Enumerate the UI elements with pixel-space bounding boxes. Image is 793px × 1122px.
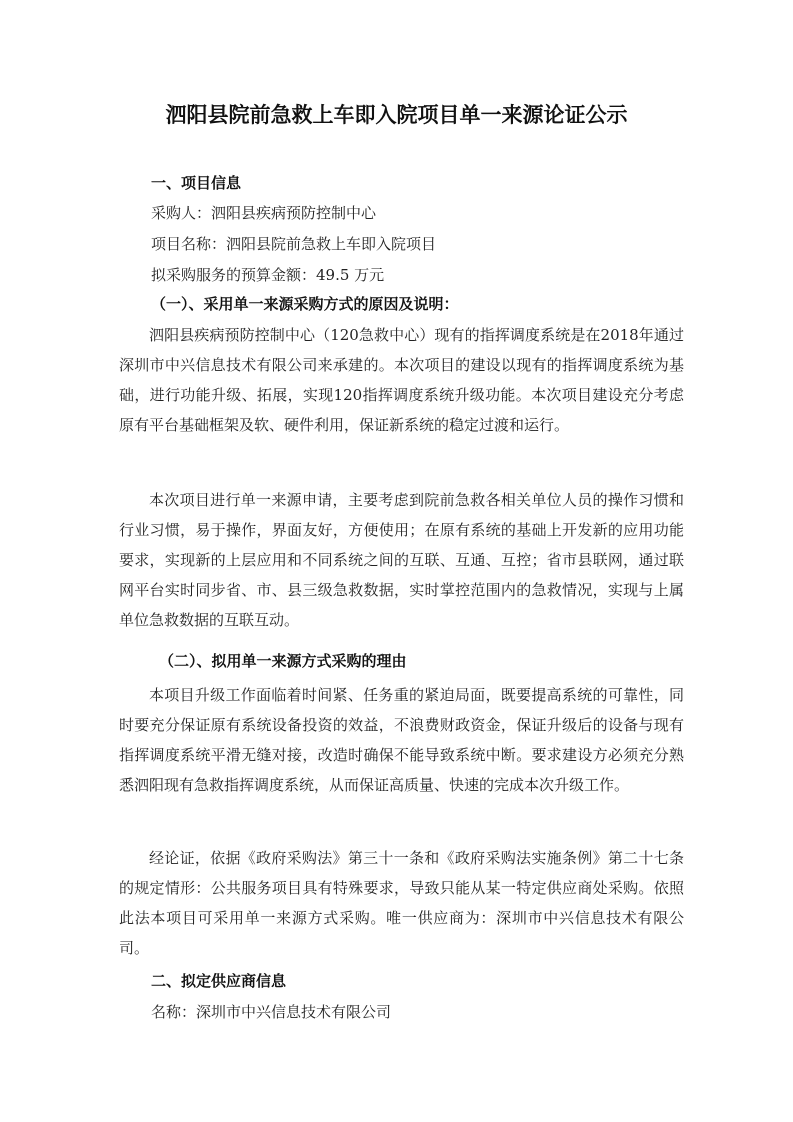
document-title: 泗阳县院前急救上车即入院项目单一来源论证公示 <box>165 103 628 127</box>
section-heading-supplier: 二、拟定供应商信息 <box>151 972 287 990</box>
purchaser-line: 采购人：泗阳县疾病预防控制中心 <box>151 204 377 222</box>
subsection-heading-justification: （二）、拟用单一来源方式采购的理由 <box>159 652 407 670</box>
reason-paragraph-1: 泗阳县疾病预防控制中心（120急救中心）现有的指挥调度系统是在2018年通过深圳市中兴信息技术有限公司来承建的。本次项目的建设以现有的指挥调度系统为基础，进行功能升级、拓展，实现120指挥调度系统升级功能。本次项目建设充分考虑原有平台基础框架及软、硬件利用，保证新系统的稳定过渡和运行。 <box>119 326 684 434</box>
reason-paragraph-2: 本次项目进行单一来源申请，主要考虑到院前急救各相关单位人员的操作习惯和行业习惯，易于操作，界面友好，方便使用；在原有系统的基础上开发新的应用功能要求，实现新的上层应用和不同系统之间的互联、互通、互控；省市县联网，通过联网平台实时同步省、市、县三级急救数据，实时掌控范围内的急救情况，实现与上属单位急救数据的互联互动。 <box>119 491 684 629</box>
justification-paragraph-2: 经论证，依据《政府采购法》第三十一条和《政府采购法实施条例》第二十七条的规定情形：公共服务项目具有特殊要求，导致只能从某一特定供应商处采购。依照此法本项目可采用单一来源方式采购。唯一供应商为：深圳市中兴信息技术有限公司。 <box>119 849 684 957</box>
justification-paragraph-1: 本项目升级工作面临着时间紧、任务重的紧迫局面，既要提高系统的可靠性，同时要充分保证原有系统设备投资的效益，不浪费财政资金，保证升级后的设备与现有指挥调度系统平滑无缝对接，改造时确保不能导致系统中断。要求建设方必须充分熟悉泗阳现有急救指挥调度系统，从而保证高质量、快速的完成本次升级工作。 <box>119 686 684 794</box>
supplier-name-line: 名称：深圳市中兴信息技术有限公司 <box>151 1003 392 1021</box>
subsection-heading-reason: （一）、采用单一来源采购方式的原因及说明： <box>151 295 459 313</box>
section-heading-project-info: 一、项目信息 <box>151 174 242 192</box>
project-name-line: 项目名称：泗阳县院前急救上车即入院项目 <box>151 235 437 253</box>
budget-line: 拟采购服务的预算金额：49.5 万元 <box>151 266 385 284</box>
